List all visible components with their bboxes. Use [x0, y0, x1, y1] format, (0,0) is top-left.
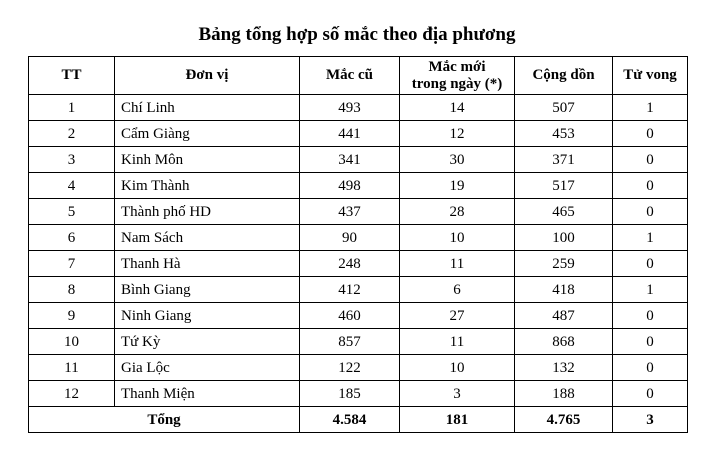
- cell-new-cases: 11: [400, 329, 515, 355]
- cell-tt: 12: [29, 381, 115, 407]
- cell-tt: 10: [29, 329, 115, 355]
- header-old-cases: Mắc cũ: [300, 57, 400, 95]
- cell-new-cases: 11: [400, 251, 515, 277]
- cell-cumulative: 371: [515, 147, 613, 173]
- cell-new-cases: 12: [400, 121, 515, 147]
- cell-old-cases: 412: [300, 277, 400, 303]
- table-row: [29, 251, 688, 277]
- cell-new-cases: 30: [400, 147, 515, 173]
- cell-deaths: 0: [613, 121, 688, 147]
- cell-old-cases: 441: [300, 121, 400, 147]
- cell-old-cases: 341: [300, 147, 400, 173]
- header-tt: TT: [29, 57, 115, 95]
- cell-old-cases: 248: [300, 251, 400, 277]
- table-row: [29, 225, 688, 251]
- cell-tt: 11: [29, 355, 115, 381]
- cell-old-cases: 437: [300, 199, 400, 225]
- cell-tt: 4: [29, 173, 115, 199]
- cell-deaths: 0: [613, 251, 688, 277]
- cell-cumulative: 453: [515, 121, 613, 147]
- cell-cumulative: 132: [515, 355, 613, 381]
- total-new-cases: 181: [400, 407, 515, 433]
- cell-new-cases: 14: [400, 95, 515, 121]
- cell-deaths: 0: [613, 303, 688, 329]
- cell-unit: Thành phố HD: [115, 199, 300, 225]
- header-cumulative: Cộng dồn: [515, 57, 613, 95]
- cell-tt: 8: [29, 277, 115, 303]
- cell-cumulative: 465: [515, 199, 613, 225]
- total-cumulative: 4.765: [515, 407, 613, 433]
- table-row: [29, 95, 688, 121]
- cell-new-cases: 10: [400, 225, 515, 251]
- cell-tt: 7: [29, 251, 115, 277]
- header-new-cases: [400, 57, 515, 95]
- cell-old-cases: 90: [300, 225, 400, 251]
- cell-deaths: 1: [613, 225, 688, 251]
- total-label: Tổng: [29, 407, 300, 433]
- cell-cumulative: 418: [515, 277, 613, 303]
- cell-new-cases: 28: [400, 199, 515, 225]
- table-row: [29, 355, 688, 381]
- cell-unit: Tứ Kỳ: [115, 329, 300, 355]
- total-deaths: 3: [613, 407, 688, 433]
- document-title: Bảng tổng hợp số mắc theo địa phương: [198, 24, 516, 45]
- cell-deaths: 0: [613, 329, 688, 355]
- header-new-cases-line2: trong ngày (*): [411, 75, 503, 92]
- table-body: [29, 95, 688, 407]
- table-row: [29, 303, 688, 329]
- cell-deaths: 0: [613, 147, 688, 173]
- cell-new-cases: 3: [400, 381, 515, 407]
- table-row: [29, 173, 688, 199]
- cell-tt: 6: [29, 225, 115, 251]
- cell-new-cases: 19: [400, 173, 515, 199]
- cell-new-cases: 27: [400, 303, 515, 329]
- cell-old-cases: 185: [300, 381, 400, 407]
- cell-unit: Chí Linh: [115, 95, 300, 121]
- header-unit: Đơn vị: [115, 57, 300, 95]
- cell-deaths: 0: [613, 173, 688, 199]
- cell-old-cases: 498: [300, 173, 400, 199]
- cell-old-cases: 857: [300, 329, 400, 355]
- table-row: [29, 381, 688, 407]
- cell-cumulative: 188: [515, 381, 613, 407]
- cell-tt: 5: [29, 199, 115, 225]
- header-new-cases-line1: Mắc mới: [428, 58, 486, 75]
- cell-tt: 3: [29, 147, 115, 173]
- table-row: [29, 199, 688, 225]
- total-row: [29, 407, 688, 433]
- cell-cumulative: 487: [515, 303, 613, 329]
- cell-unit: Thanh Miện: [115, 381, 300, 407]
- cell-old-cases: 122: [300, 355, 400, 381]
- table-row: [29, 277, 688, 303]
- cell-deaths: 1: [613, 95, 688, 121]
- header-deaths: Tử vong: [613, 57, 688, 95]
- total-old-cases: 4.584: [300, 407, 400, 433]
- cell-new-cases: 10: [400, 355, 515, 381]
- cell-cumulative: 868: [515, 329, 613, 355]
- table-row: [29, 121, 688, 147]
- cell-new-cases: 6: [400, 277, 515, 303]
- cell-deaths: 0: [613, 199, 688, 225]
- cell-unit: Thanh Hà: [115, 251, 300, 277]
- cell-unit: Ninh Giang: [115, 303, 300, 329]
- cell-unit: Nam Sách: [115, 225, 300, 251]
- cell-cumulative: 259: [515, 251, 613, 277]
- case-summary-table: [28, 56, 688, 433]
- cell-unit: Bình Giang: [115, 277, 300, 303]
- cell-tt: 2: [29, 121, 115, 147]
- cell-deaths: 0: [613, 355, 688, 381]
- cell-deaths: 1: [613, 277, 688, 303]
- cell-deaths: 0: [613, 381, 688, 407]
- cell-unit: Kim Thành: [115, 173, 300, 199]
- cell-cumulative: 507: [515, 95, 613, 121]
- cell-old-cases: 493: [300, 95, 400, 121]
- cell-unit: Kinh Môn: [115, 147, 300, 173]
- cell-tt: 1: [29, 95, 115, 121]
- table-header-row: [29, 57, 688, 95]
- cell-cumulative: 100: [515, 225, 613, 251]
- cell-unit: Cẩm Giàng: [115, 121, 300, 147]
- cell-old-cases: 460: [300, 303, 400, 329]
- table-row: [29, 329, 688, 355]
- cell-unit: Gia Lộc: [115, 355, 300, 381]
- cell-tt: 9: [29, 303, 115, 329]
- cell-cumulative: 517: [515, 173, 613, 199]
- table-row: [29, 147, 688, 173]
